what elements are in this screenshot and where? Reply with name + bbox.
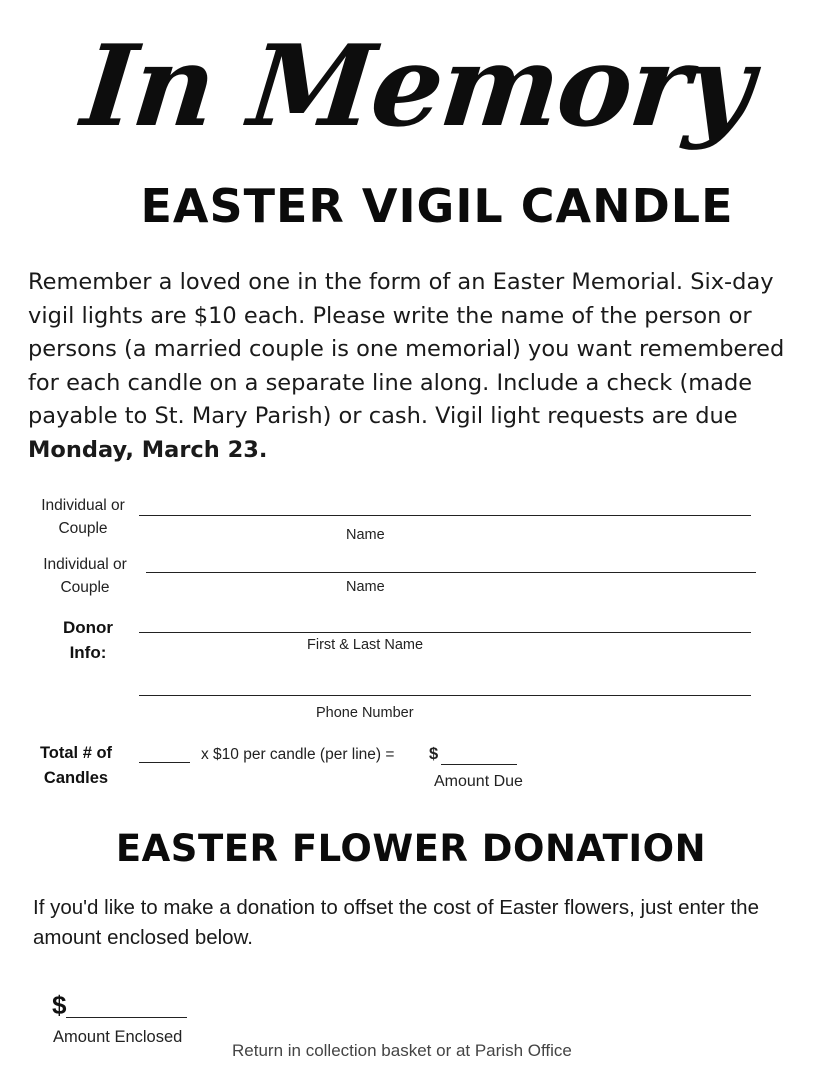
- name-line-2[interactable]: [146, 572, 756, 573]
- donor-label-line2: Info:: [69, 643, 107, 662]
- row1-label-line2: Couple: [58, 520, 108, 537]
- donor-phone-caption: Phone Number: [316, 705, 414, 721]
- donor-phone-line[interactable]: [139, 695, 751, 696]
- amount-enclosed-caption: Amount Enclosed: [53, 1028, 183, 1046]
- row1-caption: Name: [346, 527, 385, 543]
- intro-body: Remember a loved one in the form of an Easter Memorial. Six-day vigil lights are $10 each. Please write the name of the person or persons (a married couple is one memorial) you want remembered for each candle on a separate line along. Include a check (made payable to St. Mary Parish) or cash. Vigil light requests are due: [28, 269, 785, 429]
- enclosed-dollar-sign: $: [52, 990, 67, 1020]
- total-label-line2: Candles: [43, 769, 109, 787]
- script-title: In Memory: [76, 21, 758, 152]
- amount-due-dollar-sign: $: [429, 745, 439, 763]
- donor-label-line1: Donor: [62, 618, 114, 637]
- flower-description: If you'd like to make a donation to offset the cost of Easter flowers, just enter the amount enclosed below.: [33, 896, 759, 949]
- row2-label-line2: Couple: [60, 579, 110, 596]
- amount-enclosed-line[interactable]: [66, 1017, 187, 1018]
- donor-name-caption: First & Last Name: [307, 637, 424, 653]
- candle-count-line[interactable]: [139, 762, 190, 763]
- page-title: EASTER VIGIL CANDLE: [140, 179, 734, 233]
- row1-label: [28, 494, 138, 540]
- total-formula: x $10 per candle (per line) =: [201, 746, 395, 763]
- intro-paragraph: [28, 266, 808, 467]
- row2-label-line1: Individual or: [43, 556, 127, 573]
- flower-section-title: EASTER FLOWER DONATION: [115, 827, 707, 870]
- donor-label: [38, 615, 138, 665]
- name-line-1[interactable]: [139, 515, 751, 516]
- amount-due-caption: Amount Due: [434, 773, 523, 790]
- return-instructions: Return in collection basket or at Parish Office: [232, 1041, 572, 1060]
- amount-due-line[interactable]: [441, 764, 517, 765]
- due-date: Monday, March 23.: [28, 436, 268, 463]
- donor-name-line[interactable]: [139, 632, 751, 633]
- row1-label-line1: Individual or: [41, 497, 125, 514]
- total-label-line1: Total # of: [39, 744, 113, 762]
- row2-caption: Name: [346, 579, 385, 595]
- total-label: [26, 741, 126, 791]
- row2-label: [30, 553, 140, 599]
